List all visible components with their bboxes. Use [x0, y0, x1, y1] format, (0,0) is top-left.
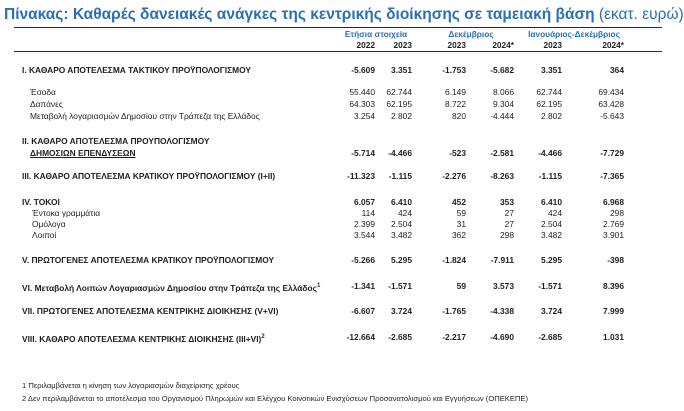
- row-label: Δαπάνες: [30, 99, 63, 109]
- row-label: Λοιποί: [32, 230, 57, 240]
- row-label: Ομόλογα: [32, 219, 66, 229]
- table-row: [0, 111, 675, 122]
- cell: 3.724: [541, 306, 562, 316]
- cell: 3.482: [391, 230, 412, 240]
- cell: -11.323: [347, 171, 375, 181]
- cell: 64.303: [349, 99, 375, 109]
- table-row: [0, 332, 675, 343]
- cell: 62.195: [536, 99, 562, 109]
- cell: 8.722: [445, 99, 466, 109]
- cell: 62.195: [386, 99, 412, 109]
- footnote-marker: 2: [261, 334, 265, 340]
- table-row: [0, 197, 675, 208]
- page-title: [4, 6, 684, 24]
- header-year: 2023: [393, 40, 412, 50]
- cell: 62.744: [386, 87, 412, 97]
- row-label: Έσοδα: [30, 87, 56, 97]
- cell: -523: [449, 148, 466, 158]
- cell: 7.999: [603, 306, 624, 316]
- header-group-annual: Ετήσια στοιχεία: [344, 29, 408, 39]
- row-label: VI. Μεταβολή Λοιπών Λογαριασμών Δημοσίου στην Τράπεζα της Ελλάδος$^1$: [22, 282, 321, 293]
- cell: -7.729: [600, 148, 624, 158]
- row-label: V. ΠΡΩΤΟΓΕΝΕΣ ΑΠΟΤΕΛΕΣΜΑ ΚΡΑΤΙΚΟΥ ΠΡΟΫΠΟΛΟΓΙΣΜΟΥ: [22, 255, 275, 265]
- header-year: 2022: [356, 40, 375, 50]
- cell: -5.714: [351, 148, 375, 158]
- cell: 298: [500, 230, 514, 240]
- cell: 1.031: [603, 332, 624, 342]
- cell: 3.901: [603, 230, 624, 240]
- title-main: Πίνακας: Καθαρές δανειακές ανάγκες της κεντρικής διοίκησης σε ταμειακή βάση: [4, 6, 595, 23]
- row-label: VII. ΠΡΩΤΟΓΕΝΕΣ ΑΠΟΤΕΛΕΣΜΑ ΚΕΝΤΡΙΚΗΣ ΔΙΟΙΚΗΣΗΣ (V+VI): [22, 306, 279, 316]
- cell: 114: [361, 208, 375, 218]
- cell: 8.066: [493, 87, 514, 97]
- cell: -4.444: [490, 111, 514, 121]
- cell: 31: [456, 219, 466, 229]
- cell: -1.753: [442, 65, 466, 75]
- cell: 424: [548, 208, 562, 218]
- row-label: ΙΙ. ΚΑΘΑΡΟ ΑΠΟΤΕΛΕΣΜΑ ΠΡΟΥΠΟΛΟΓΙΣΜΟΥ: [22, 136, 210, 146]
- cell: 298: [610, 208, 624, 218]
- cell: 2.769: [603, 219, 624, 229]
- cell: -2.685: [538, 332, 562, 342]
- cell: -2.581: [490, 148, 514, 158]
- cell: -2.685: [388, 332, 412, 342]
- row-label: VIII. ΚΑΘΑΡΟ ΑΠΟΤΕΛΕΣΜΑ ΚΕΝΤΡΙΚΗΣ ΔΙΟΙΚΗΣΗΣ $(III+VI)^2$: [22, 333, 265, 344]
- cell: 3.482: [541, 230, 562, 240]
- header-group-jan-dec: Ιανουάριος-Δεκέμβριος: [528, 29, 620, 39]
- cell: -5.682: [490, 65, 514, 75]
- table-row: [0, 99, 675, 110]
- footnote-marker: 1: [316, 283, 321, 289]
- cell: -1.571: [388, 281, 412, 291]
- cell: -5.643: [600, 111, 624, 121]
- cell: -2.276: [442, 171, 466, 181]
- cell: 2.802: [541, 111, 562, 121]
- cell: -7.365: [600, 171, 624, 181]
- header-year: 2024*: [602, 40, 624, 50]
- table-row: [0, 65, 675, 76]
- table-row: [0, 255, 675, 266]
- cell: 2.399: [354, 219, 375, 229]
- cell: -398: [607, 255, 624, 265]
- row-label: ΙΙΙ. ΚΑΘΑΡΟ ΑΠΟΤΕΛΕΣΜΑ ΚΡΑΤΙΚΟΥ ΠΡΟΫΠΟΛΟΓΙΣΜΟΥ (Ι+ΙΙ): [22, 171, 276, 181]
- cell: -1.115: [388, 171, 412, 181]
- table-row: [0, 148, 675, 159]
- cell: -6.607: [351, 306, 375, 316]
- title-unit: (εκατ. ευρώ): [598, 6, 684, 23]
- cell: 3.724: [391, 306, 412, 316]
- cell: 6.968: [603, 197, 624, 207]
- header-year: 2023: [447, 40, 466, 50]
- cell: -5.266: [351, 255, 375, 265]
- cell: -1.824: [442, 255, 466, 265]
- cell: 6.410: [541, 197, 562, 207]
- cell: -4.466: [538, 148, 562, 158]
- table-row: [0, 87, 675, 98]
- cell: 3.544: [354, 230, 375, 240]
- cell: -4.338: [490, 306, 514, 316]
- cell: -5.609: [351, 65, 375, 75]
- cell: 63.428: [598, 99, 624, 109]
- row-label-line2: ΔΗΜΟΣΙΩΝ ΕΠΕΝΔΥΣΕΩΝ: [30, 148, 136, 158]
- cell: 452: [452, 197, 466, 207]
- cell: -1.115: [538, 171, 562, 181]
- cell: -7.911: [490, 255, 514, 265]
- cell: -1.765: [442, 306, 466, 316]
- cell: -8.263: [490, 171, 514, 181]
- table-row: [0, 208, 675, 219]
- table-row-label-line1: [0, 136, 675, 147]
- cell: 6.057: [354, 197, 375, 207]
- cell: 3.573: [493, 281, 514, 291]
- cell: 353: [500, 197, 514, 207]
- cell: -1.571: [538, 281, 562, 291]
- cell: 3.351: [541, 65, 562, 75]
- cell: 59: [456, 281, 466, 291]
- footnote-2: 2 Δεν περιλαμβάνεται το αποτέλεσμα του Οργανισμού Πληρωμών και Ελέγχου Κοινοτικών Ενισχύσεων Προσανατολισμού και Εγγυήσεων (ΟΠΕΚΕΠΕ): [22, 394, 528, 403]
- cell: 5.295: [541, 255, 562, 265]
- cell: -1.341: [351, 281, 375, 291]
- cell: 362: [452, 230, 466, 240]
- cell: 27: [504, 208, 514, 218]
- cell: 820: [452, 111, 466, 121]
- row-label: IV. ΤΟΚΟΙ: [22, 197, 60, 207]
- header-bottom-rule: [14, 51, 662, 52]
- row-label: Μεταβολή λογαριασμών Δημοσίου στην Τράπεζα της Ελλάδος: [30, 111, 260, 121]
- cell: 27: [504, 219, 514, 229]
- header-group-december: Δεκέμβριος: [448, 29, 494, 39]
- cell: 69.434: [598, 87, 624, 97]
- cell: -4.466: [388, 148, 412, 158]
- cell: 5.295: [391, 255, 412, 265]
- cell: 3.254: [354, 111, 375, 121]
- cell: 424: [398, 208, 412, 218]
- row-label: Έντοκα γραμμάτια: [32, 208, 101, 218]
- header-year: 2024*: [492, 40, 514, 50]
- cell: 9.304: [493, 99, 514, 109]
- cell: -2.217: [442, 332, 466, 342]
- table-row: [0, 219, 675, 230]
- table-row: [0, 281, 675, 292]
- cell: 59: [456, 208, 466, 218]
- table-row: [0, 171, 675, 182]
- header-year: 2023: [543, 40, 562, 50]
- cell: 62.744: [536, 87, 562, 97]
- table-row: [0, 230, 675, 241]
- cell: 2.504: [541, 219, 562, 229]
- cell: 2.504: [391, 219, 412, 229]
- cell: 2.802: [391, 111, 412, 121]
- cell: 6.410: [391, 197, 412, 207]
- cell: -12.664: [346, 332, 375, 342]
- cell: 6.149: [445, 87, 466, 97]
- cell: 364: [610, 65, 624, 75]
- cell: 8.396: [603, 281, 624, 291]
- table-row: [0, 306, 675, 317]
- footnote-1: 1 Περιλαμβάνεται η κίνηση των λογαριασμών διαχείρισης χρέους: [22, 381, 240, 390]
- header-top-rule: [14, 27, 662, 28]
- cell: 55.440: [349, 87, 375, 97]
- row-label: Ι. ΚΑΘΑΡΟ ΑΠΟΤΕΛΕΣΜΑ ΤΑΚΤΙΚΟΥ ΠΡΟΫΠΟΛΟΓΙΣΜΟΥ: [22, 65, 251, 75]
- cell: -4.690: [490, 332, 514, 342]
- cell: 3.351: [391, 65, 412, 75]
